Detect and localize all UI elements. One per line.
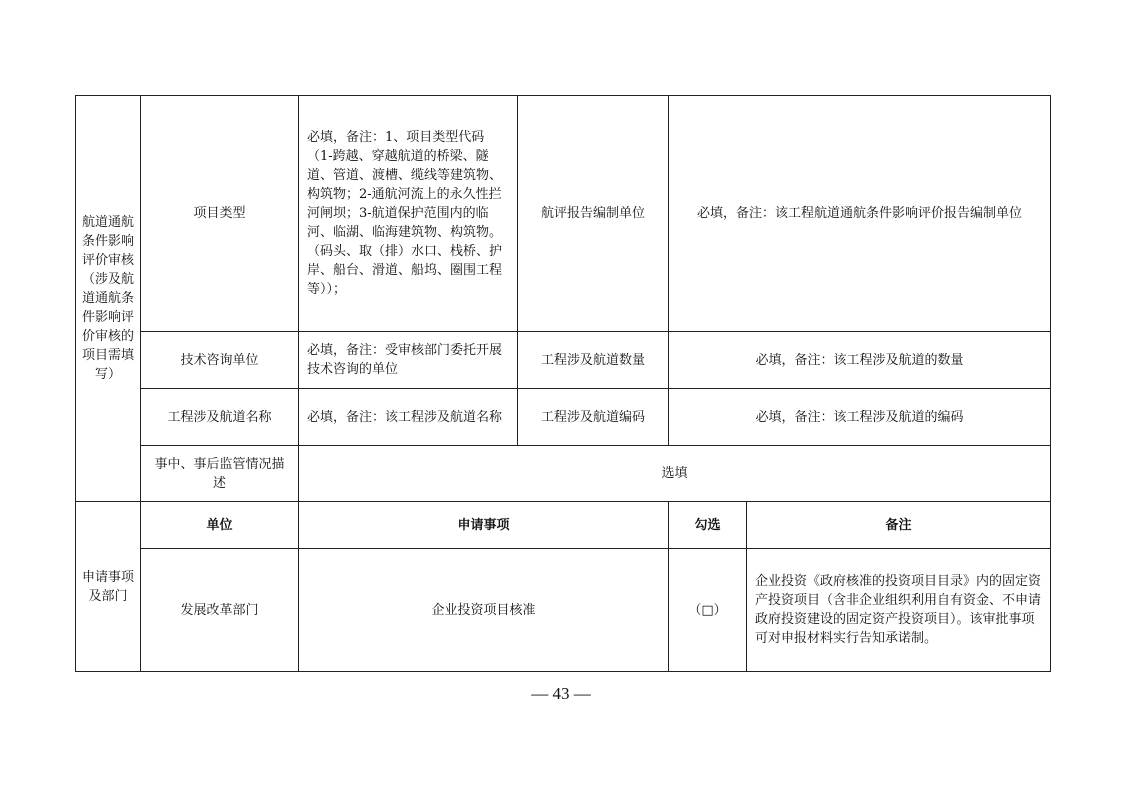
unit-cell: 发展改革部门 — [141, 549, 299, 672]
project-type-note: 必填，备注：1、项目类型代码（1-跨越、穿越航道的桥梁、隧道、管道、渡槽、缆线等建筑物、构筑物；2-通航河流上的永久性拦河闸坝；3-航道保护范围内的临河、临湖、临海建筑物、构筑物。（码头、取（排）水口、栈桥、护岸、船台、滑道、船坞、圈围工程等））； — [299, 96, 518, 332]
item-cell: 企业投资项目核准 — [299, 549, 669, 672]
report-unit-label: 航评报告编制单位 — [518, 96, 669, 332]
waterway-code-label: 工程涉及航道编码 — [518, 389, 669, 446]
project-type-label: 项目类型 — [141, 96, 299, 332]
table-row — [76, 549, 1051, 672]
report-unit-note: 必填，备注：该工程航道通航条件影响评价报告编制单位 — [669, 96, 1051, 332]
checkbox[interactable]: （□） — [669, 549, 747, 672]
header-check: 勾选 — [669, 502, 747, 549]
section-a-category: 航道通航条件影响评价审核（涉及航道通航条件影响评价审核的项目需填写） — [76, 96, 141, 502]
waterway-code-note: 必填，备注：该工程涉及航道的编码 — [669, 389, 1051, 446]
table-header-row — [76, 502, 1051, 549]
consulting-unit-note: 必填，备注：受审核部门委托开展技术咨询的单位 — [299, 332, 518, 389]
table-row — [76, 446, 1051, 502]
waterway-name-note: 必填，备注：该工程涉及航道名称 — [299, 389, 518, 446]
supervision-label: 事中、事后监管情况描述 — [141, 446, 299, 502]
header-unit: 单位 — [141, 502, 299, 549]
table-row — [76, 332, 1051, 389]
waterway-name-label: 工程涉及航道名称 — [141, 389, 299, 446]
waterway-count-note: 必填，备注：该工程涉及航道的数量 — [669, 332, 1051, 389]
consulting-unit-label: 技术咨询单位 — [141, 332, 299, 389]
waterway-count-label: 工程涉及航道数量 — [518, 332, 669, 389]
supervision-value: 选填 — [299, 446, 1051, 502]
form-table — [75, 95, 1051, 672]
page-number: — 43 — — [531, 684, 591, 703]
header-note: 备注 — [747, 502, 1051, 549]
table-row — [76, 389, 1051, 446]
table-row — [76, 96, 1051, 332]
header-item: 申请事项 — [299, 502, 669, 549]
note-cell: 企业投资《政府核准的投资项目目录》内的固定资产投资项目（含非企业组织利用自有资金、不申请政府投资建设的固定资产投资项目）。该审批事项可对申报材料实行告知承诺制。 — [747, 549, 1051, 672]
section-b-category: 申请事项及部门 — [76, 502, 141, 672]
